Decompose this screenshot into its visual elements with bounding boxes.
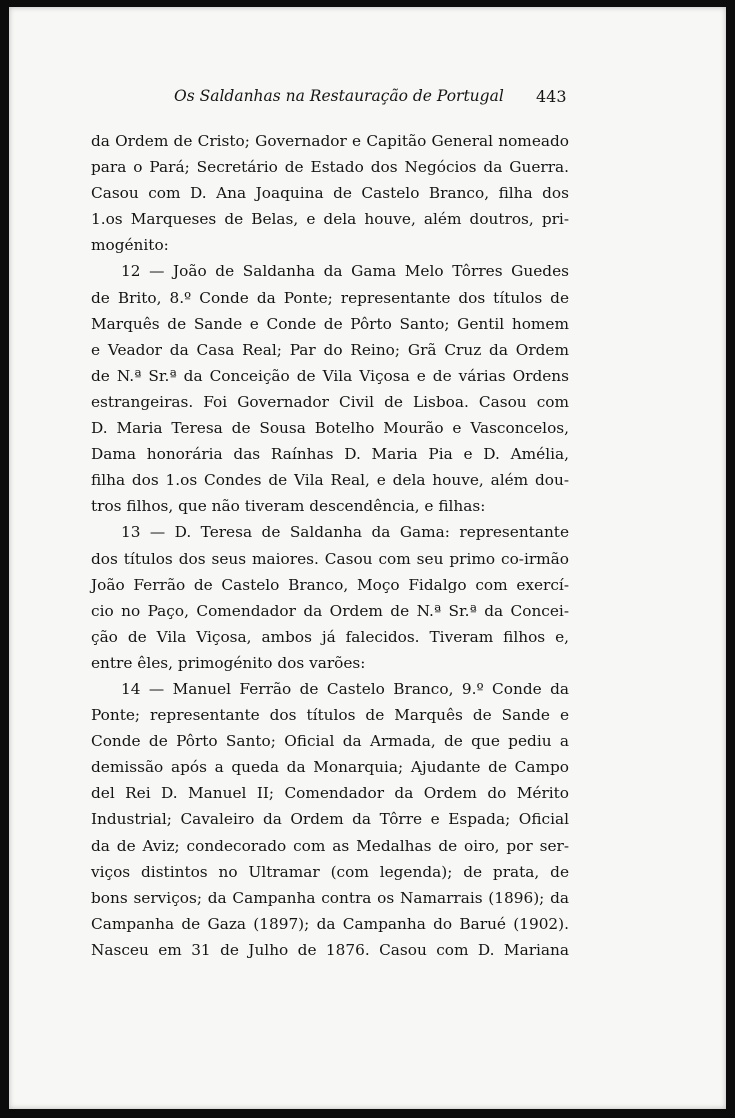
text-line: para o Pará; Secretário de Estado dos Negócios da Guerra.: [91, 158, 569, 177]
text-line: João Ferrão de Castelo Branco, Moço Fidalgo com exercí-: [91, 575, 569, 594]
running-title: Os Saldanhas na Restauração de Portugal: [174, 87, 504, 105]
page-header: [9, 87, 726, 111]
text-line: de N.ª Sr.ª da Conceição de Vila Viçosa e de várias Ordens: [91, 366, 569, 385]
text-line: Campanha de Gaza (1897); da Campanha do Barué (1902).: [91, 914, 569, 933]
text-line: mogénito:: [91, 236, 169, 255]
body-text: [91, 128, 569, 963]
text-line: Conde de Pôrto Santo; Oficial da Armada, de que pediu a: [91, 732, 569, 751]
text-line: estrangeiras. Foi Governador Civil de Lisboa. Casou com: [91, 392, 569, 411]
text-line: da Ordem de Cristo; Governador e Capitão General nomeado: [91, 132, 569, 150]
text-line: Casou com D. Ana Joaquina de Castelo Branco, filha dos: [91, 184, 569, 203]
book-page: [9, 7, 726, 1109]
text-line: Dama honorária das Raínhas D. Maria Pia e D. Amélia,: [91, 445, 569, 464]
page-number: 443: [536, 87, 567, 106]
text-line: dos títulos dos seus maiores. Casou com seu primo co-irmão: [91, 549, 569, 568]
text-line: cio no Paço, Comendador da Ordem de N.ª Sr.ª da Concei-: [91, 601, 569, 620]
text-line: del Rei D. Manuel II; Comendador da Ordem do Mérito: [91, 784, 569, 803]
text-line: Industrial; Cavaleiro da Ordem da Tôrre e Espada; Oficial: [91, 810, 569, 829]
text-line: bons serviços; da Campanha contra os Namarrais (1896); da: [91, 888, 569, 907]
entry-14-start: 14 — Manuel Ferrão de Castelo Branco, 9.º Conde da: [121, 679, 569, 698]
text-line: da de Aviz; condecorado com as Medalhas de oiro, por ser-: [91, 836, 569, 855]
text-line: filha dos 1.os Condes de Vila Real, e dela houve, além dou-: [91, 471, 569, 490]
text-line: demissão após a queda da Monarquia; Ajudante de Campo: [91, 758, 569, 777]
text-line: tros filhos, que não tiveram descendência, e filhas:: [91, 497, 486, 516]
text-line: ção de Vila Viçosa, ambos já falecidos. Tiveram filhos e,: [91, 627, 569, 646]
text-line: 1.os Marqueses de Belas, e dela houve, além doutros, pri-: [91, 210, 569, 229]
entry-13-start: 13 — D. Teresa de Saldanha da Gama: representante: [121, 523, 569, 542]
entry-12-start: 12 — João de Saldanha da Gama Melo Tôrres Guedes: [121, 262, 569, 281]
text-line: viços distintos no Ultramar (com legenda); de prata, de: [91, 862, 569, 881]
text-line: Ponte; representante dos títulos de Marquês de Sande e: [91, 706, 569, 725]
text-line: entre êles, primogénito dos varões:: [91, 653, 366, 672]
text-line: de Brito, 8.º Conde da Ponte; representante dos títulos de: [91, 288, 569, 307]
text-line: Nasceu em 31 de Julho de 1876. Casou com D. Mariana: [91, 940, 569, 959]
text-line: e Veador da Casa Real; Par do Reino; Grã Cruz da Ordem: [91, 340, 569, 359]
text-line: Marquês de Sande e Conde de Pôrto Santo; Gentil homem: [91, 314, 569, 333]
text-line: D. Maria Teresa de Sousa Botelho Mourão e Vasconcelos,: [91, 419, 569, 438]
